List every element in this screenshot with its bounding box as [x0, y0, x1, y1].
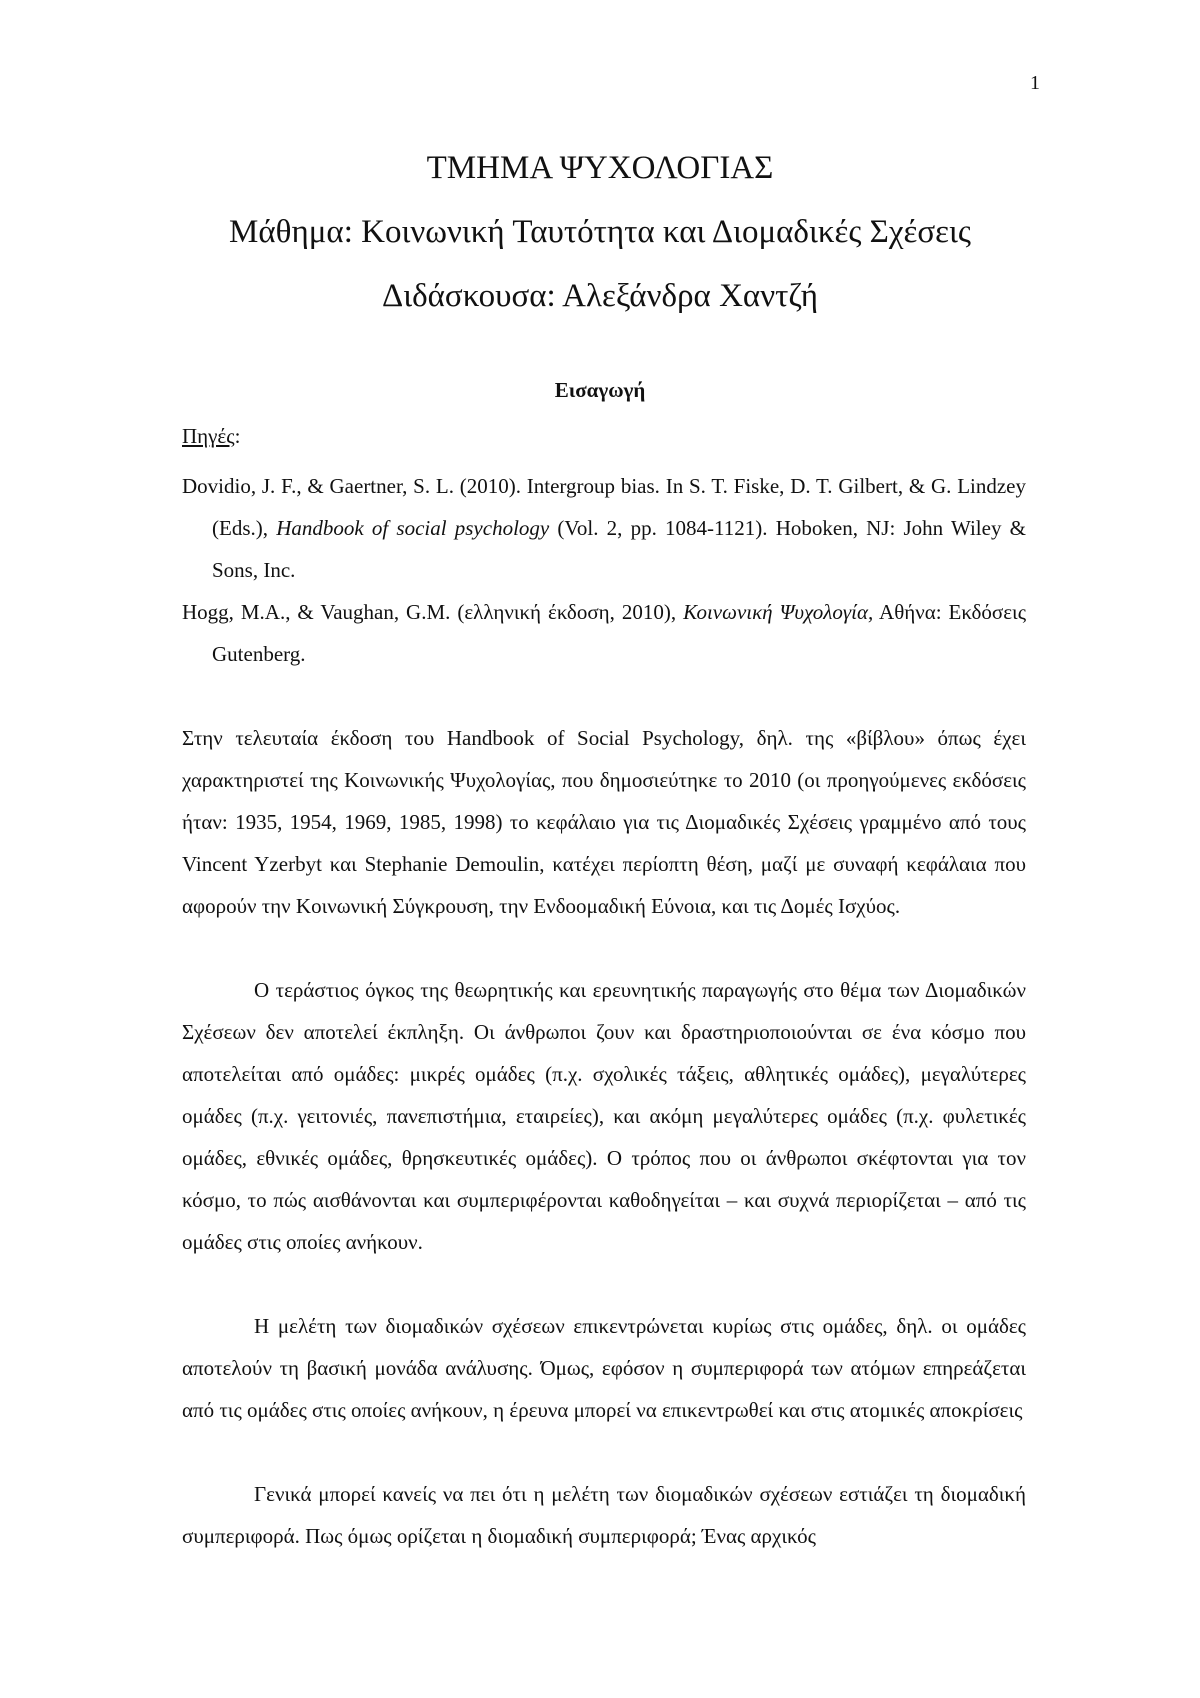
section-heading: Εισαγωγή — [554, 378, 646, 402]
body-paragraph: Ο τεράστιος όγκος της θεωρητικής και ερευνητικής παραγωγής στο θέμα των Διομαδικών Σχέσεων δεν αποτελεί έκπληξη. Οι άνθρωποι ζουν και δραστηριοποιούνται σε ένα κόσμο που αποτελείται από ομάδες: μικρές ομάδες (π.χ. σχολικές τάξεις, αθλητικές ομάδες), μεγαλύτερες ομάδες (π.χ. γειτονιές, πανεπιστήμια, εταιρείες), και ακόμη μεγαλύτερες ομάδες (π.χ. φυλετικές ομάδες, εθνικές ομάδες, θρησκευτικές ομάδες). Ο τρόπος που οι άνθρωποι σκέφτονται για τον κόσμο, το πώς αισθάνονται και συμπεριφέρονται καθοδηγείται – και συχνά περιορίζεται – από τις ομάδες στις οποίες ανήκουν. — [182, 978, 1026, 1254]
reference-entry — [182, 591, 1026, 675]
sources-label — [182, 424, 240, 449]
department-title: ΤΜΗΜΑ ΨΥΧΟΛΟΓΙΑΣ — [426, 150, 774, 186]
sources-label-text: Πηγές — [182, 424, 235, 448]
reference-title: Κοινωνική Ψυχολογία, — [683, 600, 874, 624]
reference-title: Handbook of social psychology — [276, 516, 550, 540]
sources-label-colon: : — [234, 424, 241, 448]
course-title: Μάθημα: Κοινωνική Ταυτότητα και Διομαδικές Σχέσεις — [229, 214, 971, 250]
body-paragraph: Στην τελευταία έκδοση του Handbook of Social Psychology, δηλ. της «βίβλου» όπως έχει χαρακτηριστεί της Κοινωνικής Ψυχολογίας, που δημοσιεύτηκε το 2010 (οι προηγούμενες εκδόσεις ήταν: 1935, 1954, 1969, 1985, 1998) το κεφάλαιο για τις Διομαδικές Σχέσεις γραμμένο από τους Vincent Yzerbyt και Stephanie Demoulin, κατέχει περίοπτη θέση, μαζί με συναφή κεφάλαια που αφορούν την Κοινωνική Σύγκρουση, την Ενδοομαδική Εύνοια, και τις Δομές Ισχύος. — [182, 726, 1026, 918]
reference-text: Αθήνα: Εκδόσεις Gutenberg. — [212, 600, 1027, 666]
reference-text: Hogg, M.A., & Vaughan, G.M. (ελληνική έκδοση, 2010), — [182, 600, 684, 624]
reference-text: (Vol. 2, pp. 1084-1121). Hoboken, NJ: John Wiley & Sons, Inc. — [212, 516, 1026, 582]
page-number: 1 — [1030, 72, 1040, 94]
body-paragraph: Γενικά μπορεί κανείς να πει ότι η μελέτη των διομαδικών σχέσεων εστιάζει τη διομαδική συμπεριφορά. Πως όμως ορίζεται η διομαδική συμπεριφορά; Ένας αρχικός — [182, 1482, 1026, 1548]
reference-text: Dovidio, J. F., & Gaertner, S. L. (2010). Intergroup bias. In S. T. Fiske, D. T. Gilbert, & G. Lindzey (Eds.), — [182, 474, 1026, 540]
body-paragraph: Η μελέτη των διομαδικών σχέσεων επικεντρώνεται κυρίως στις ομάδες, δηλ. οι ομάδες αποτελούν τη βασική μονάδα ανάλυσης. Όμως, εφόσον η συμπεριφορά των ατόμων επηρεάζεται από τις ομάδες στις οποίες ανήκουν, η έρευνα μπορεί να επικεντρωθεί και στις ατομικές αποκρίσεις — [182, 1314, 1026, 1422]
instructor-name: Διδάσκουσα: Αλεξάνδρα Χαντζή — [381, 278, 819, 314]
reference-entry — [182, 465, 1026, 591]
